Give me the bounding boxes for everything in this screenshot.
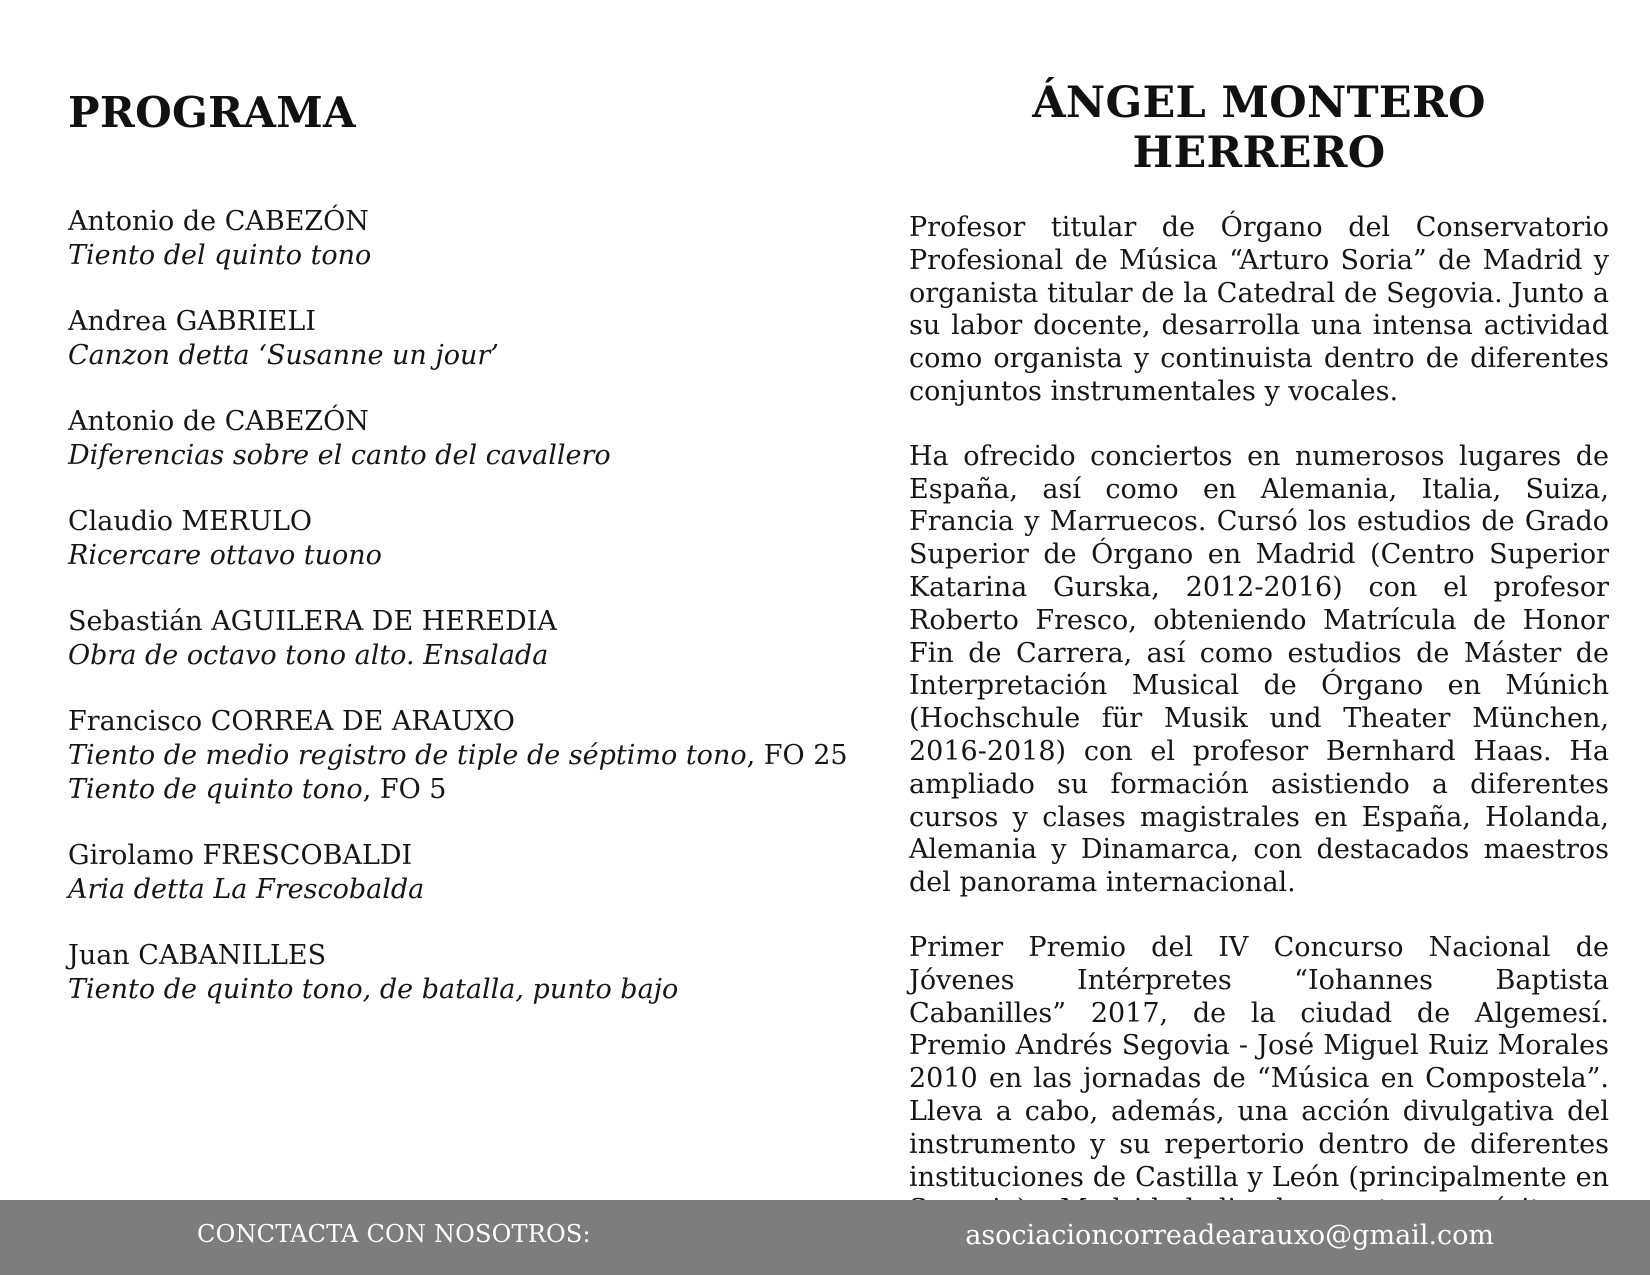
- program-piece: [68, 405, 828, 473]
- contact-label: CONCTACTA CON NOSOTROS:: [197, 1220, 591, 1248]
- program-piece: [68, 705, 848, 807]
- work-title-italic: Canzon detta ‘Susanne un jour’: [68, 340, 499, 371]
- work-title: [68, 339, 828, 373]
- work-title: [68, 239, 828, 273]
- work-catalog-number: , FO 25: [746, 740, 848, 771]
- program-title: PROGRAMA: [68, 88, 356, 137]
- program-piece: [68, 605, 828, 673]
- work-title-italic: Aria detta La Frescobalda: [68, 874, 425, 905]
- program-piece: [68, 939, 828, 1007]
- composer-name: Sebastián AGUILERA DE HEREDIA: [68, 606, 557, 637]
- composer-name: Antonio de CABEZÓN: [68, 406, 369, 437]
- program-piece: [68, 839, 828, 907]
- composer-name: Francisco CORREA DE ARAUXO: [68, 706, 515, 737]
- program-piece: [68, 505, 828, 573]
- work-title: [68, 739, 848, 773]
- program-piece: [68, 205, 828, 273]
- program-column: [68, 88, 848, 1039]
- work-title-italic: Obra de octavo tono alto. Ensalada: [68, 640, 549, 671]
- footer-bar: [0, 1200, 1650, 1275]
- contact-email[interactable]: asociacioncorreadearauxo@gmail.com: [965, 1220, 1494, 1251]
- work-title-italic: Tiento de medio registro de tiple de séptimo tono: [68, 740, 747, 771]
- composer-name: Andrea GABRIELI: [68, 306, 316, 337]
- work-title-italic: Ricercare ottavo tuono: [68, 540, 382, 571]
- program-piece: [68, 305, 828, 373]
- work-title: [68, 539, 828, 573]
- work-title-italic: Tiento del quinto tono: [68, 240, 372, 271]
- work-catalog-number: , FO 5: [362, 774, 447, 805]
- bio-paragraph: Profesor titular de Órgano del Conservatorio Profesional de Música “Arturo Soria” de Madrid y organista titular de la Catedral de Segovia. Junto a su labor docente, desarrolla una intensa actividad como organista y continuista dentro de diferentes conjuntos instrumentales y vocales.: [909, 212, 1609, 407]
- bio-text: [909, 212, 1609, 1227]
- work-title-italic: Diferencias sobre el canto del cavallero: [68, 440, 611, 471]
- composer-name: Claudio MERULO: [68, 506, 313, 537]
- program-list: [68, 205, 848, 1007]
- work-title-italic: Tiento de quinto tono: [68, 774, 363, 805]
- work-title: [68, 773, 828, 807]
- work-title: [68, 873, 828, 907]
- work-title: [68, 639, 828, 673]
- composer-name: Antonio de CABEZÓN: [68, 206, 369, 237]
- composer-name: Juan CABANILLES: [68, 940, 327, 971]
- performer-name: ÁNGEL MONTERO HERRERO: [1032, 78, 1486, 178]
- bio-column: [909, 78, 1609, 1259]
- work-title: [68, 973, 828, 1007]
- composer-name: Girolamo FRESCOBALDI: [68, 840, 413, 871]
- work-title: [68, 439, 828, 473]
- work-title-italic: Tiento de quinto tono, de batalla, punto bajo: [68, 974, 679, 1005]
- bio-paragraph: Ha ofrecido conciertos en numerosos lugares de España, así como en Alemania, Italia, Suiza, Francia y Marruecos. Cursó los estudios de Grado Superior de Órgano en Madrid (Centro Superior Katarina Gurska, 2012-2016) con el profesor Roberto Fresco, obteniendo Matrícula de Honor Fin de Carrera, así como estudios de Máster de Interpretación Musical de Órgano en Múnich (Hochschule für Musik und Theater München, 2016-2018) con el profesor Bernhard Haas. Ha ampliado su formación asistiendo a diferentes cursos y clases magistrales en España, Holanda, Alemania y Dinamarca, con destacados maestros del panorama internacional.: [909, 440, 1609, 899]
- bio-paragraph: Primer Premio del IV Concurso Nacional de Jóvenes Intérpretes “Iohannes Baptista Cabanilles” 2017, de la ciudad de Algemesí. Premio Andrés Segovia - José Miguel Ruiz Morales 2010 en las jornadas de “Música en Compostela”. Lleva a cabo, además, una acción divulgativa del instrumento y su repertorio dentro de diferentes instituciones de Castilla y León (principalmente en: [909, 931, 1609, 1193]
